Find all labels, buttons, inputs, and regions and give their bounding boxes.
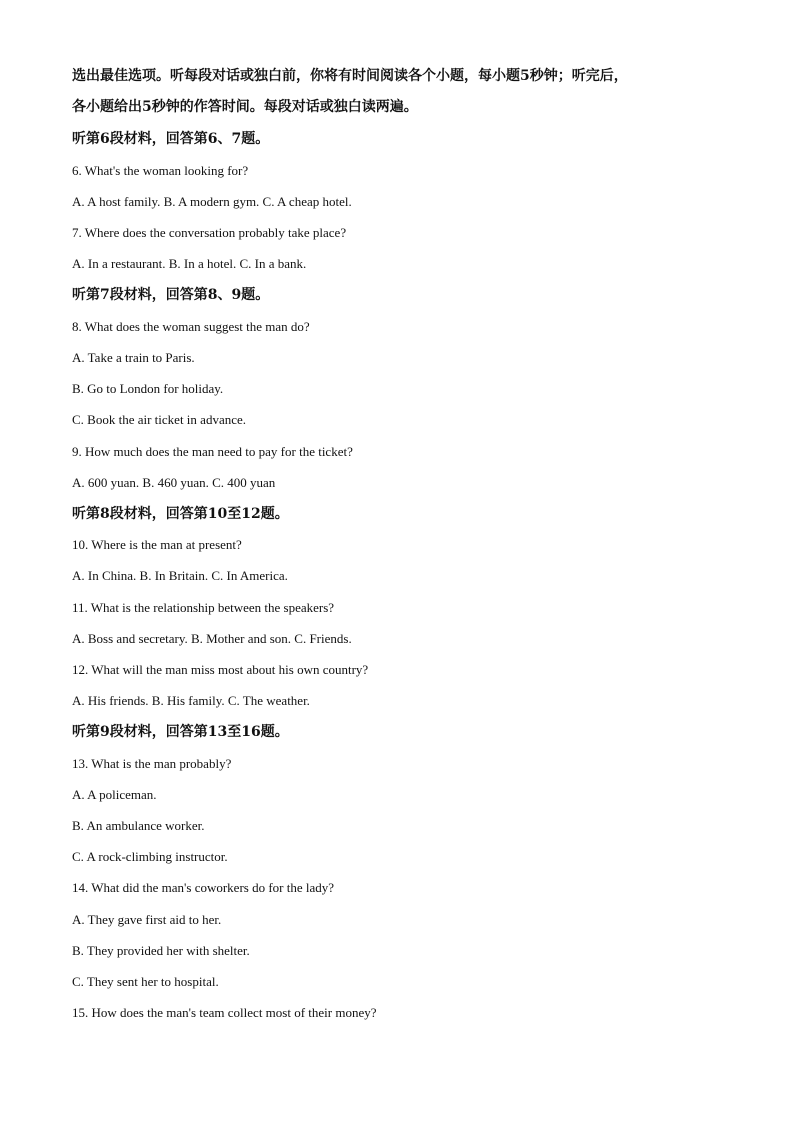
question-7-options: A. In a restaurant. B. In a hotel. C. In a bank. xyxy=(72,256,307,271)
question-8-option-c: C. Book the air ticket in advance. xyxy=(72,412,247,427)
question-12: 12. What will the man miss most about his own country? xyxy=(72,662,369,677)
question-6: 6. What's the woman looking for? xyxy=(72,163,249,178)
question-10: 10. Where is the man at present? xyxy=(72,537,242,552)
section-heading-8: 听第8段材料，回答第10至12题。 xyxy=(72,506,289,522)
question-10-options: A. In China. B. In Britain. C. In America. xyxy=(72,568,288,583)
section-heading-6: 听第6段材料，回答第6、7题。 xyxy=(72,131,270,147)
question-6-options: A. A host family. B. A modern gym. C. A cheap hotel. xyxy=(72,194,352,209)
question-12-options: A. His friends. B. His family. C. The weather. xyxy=(72,693,310,708)
question-9: 9. How much does the man need to pay for the ticket? xyxy=(72,444,353,459)
instructions-line-2: 各小题给出5秒钟的作答时间。每段对话或独白读两遍。 xyxy=(72,99,418,115)
question-9-options: A. 600 yuan. B. 460 yuan. C. 400 yuan xyxy=(72,475,276,490)
question-13: 13. What is the man probably? xyxy=(72,756,232,771)
question-8-option-a: A. Take a train to Paris. xyxy=(72,350,195,365)
question-8-option-b: B. Go to London for holiday. xyxy=(72,381,224,396)
question-8: 8. What does the woman suggest the man do? xyxy=(72,319,310,334)
question-11-options: A. Boss and secretary. B. Mother and son. C. Friends. xyxy=(72,631,352,646)
question-14-option-a: A. They gave first aid to her. xyxy=(72,912,222,927)
question-13-option-a: A. A policeman. xyxy=(72,787,157,802)
question-14: 14. What did the man's coworkers do for the lady? xyxy=(72,880,335,895)
question-11: 11. What is the relationship between the speakers? xyxy=(72,600,335,615)
question-15: 15. How does the man's team collect most of their money? xyxy=(72,1005,377,1020)
section-heading-7: 听第7段材料，回答第8、9题。 xyxy=(72,287,270,303)
question-13-option-b: B. An ambulance worker. xyxy=(72,818,205,833)
question-7: 7. Where does the conversation probably take place? xyxy=(72,225,347,240)
instructions-line-1: 选出最佳选项。听每段对话或独白前，你将有时间阅读各个小题，每小题5秒钟；听完后， xyxy=(72,68,628,84)
section-heading-9: 听第9段材料，回答第13至16题。 xyxy=(72,724,289,740)
question-14-option-b: B. They provided her with shelter. xyxy=(72,943,250,958)
question-13-option-c: C. A rock-climbing instructor. xyxy=(72,849,228,864)
question-14-option-c: C. They sent her to hospital. xyxy=(72,974,219,989)
